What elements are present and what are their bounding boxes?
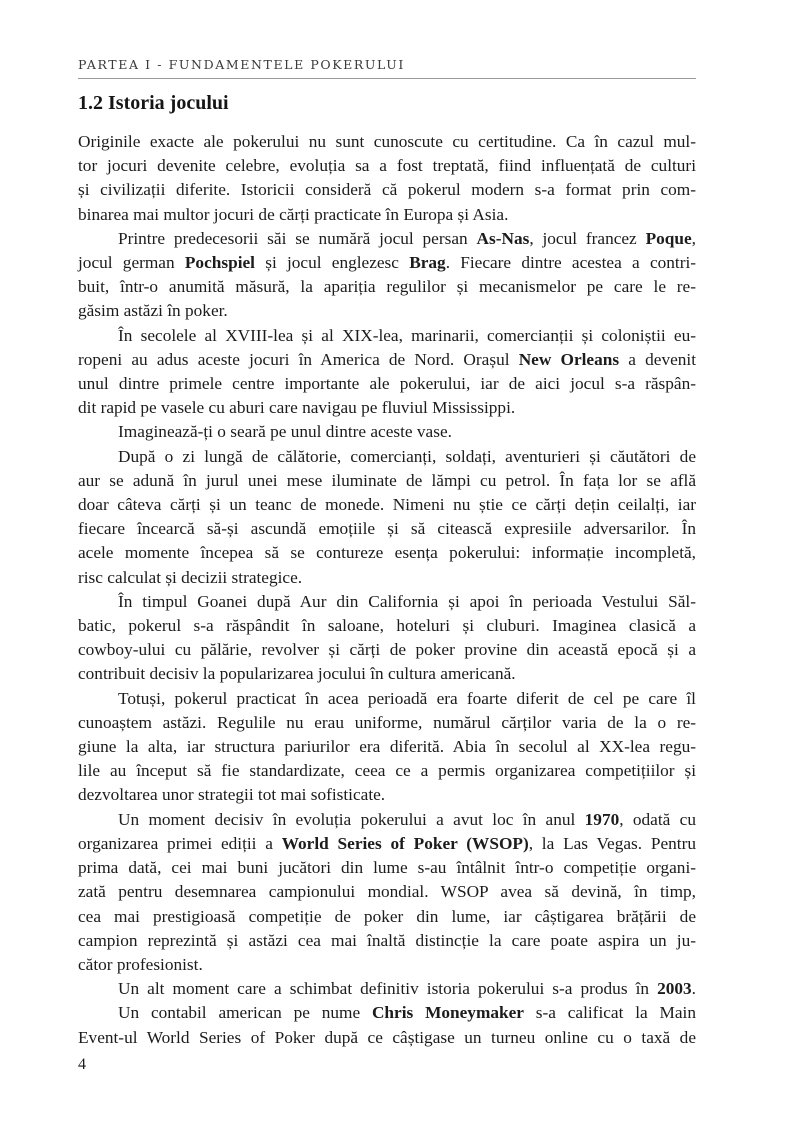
text-line: [78, 1026, 696, 1050]
text-segment: dit rapid pe vasele cu aburi care navigau pe fluviul Mississippi.: [78, 398, 516, 418]
text-segment: campion reprezintă și astăzi cea mai înaltă distincție la care poate aspira un ju-: [78, 930, 696, 950]
text-segment: ropeni au adus aceste jocuri în America de Nord. Orașul: [78, 349, 519, 369]
text-segment: Totuși, pokerul practicat în acea perioadă era foarte diferit de cel pe care îl: [118, 688, 696, 708]
bold-term: Brag: [409, 253, 446, 273]
bold-term: Chris Moneymaker: [371, 1003, 524, 1023]
text-segment: organizarea primei ediții a: [78, 833, 282, 853]
text-line: [78, 711, 696, 735]
text-line: [78, 372, 696, 396]
text-line: [78, 880, 696, 904]
text-line: [78, 566, 696, 590]
text-segment: găsim astăzi în poker.: [78, 301, 228, 321]
page-number: 4: [78, 1056, 86, 1073]
text-line: [78, 929, 696, 953]
text-line: [78, 808, 696, 832]
running-head: PARTEA I - FUNDAMENTELE POKERULUI: [78, 57, 405, 72]
text-line: [78, 759, 696, 783]
text-line: [78, 905, 696, 929]
text-line: [78, 493, 696, 517]
text-segment: Printre predecesorii săi se numără jocul persan: [118, 228, 477, 248]
text-line: [78, 299, 696, 323]
text-segment: cunoaștem astăzi. Regulile nu erau uniforme, numărul cărților varia de la o re-: [78, 712, 696, 732]
text-segment: După o zi lungă de călătorie, comercianți, soldați, aventurieri și căutători de: [118, 446, 696, 466]
text-line: [78, 541, 696, 565]
text-line: [78, 324, 696, 348]
text-segment: buit, într-o anumită măsură, la apariția regulilor și mecanismelor pe care le re-: [78, 277, 696, 297]
text-segment: risc calculat și decizii strategice.: [78, 567, 303, 587]
text-line: [78, 445, 696, 469]
text-segment: cea mai prestigioasă competiție de poker din lume, iar câștigarea brățării de: [78, 906, 696, 926]
bold-term: 1970: [584, 809, 620, 829]
text-line: [78, 178, 696, 202]
text-line: [78, 590, 696, 614]
text-segment: zată pentru desemnarea campionului mondial. WSOP avea să devină, în timp,: [78, 882, 696, 902]
text-segment: , jocul francez: [529, 228, 646, 248]
text-segment: fiecare încearcă să-și ascundă emoțiile și să citească expresiile adversarilor. În: [78, 519, 696, 539]
text-segment: contribuit decisiv la popularizarea jocului în cultura americană.: [78, 664, 516, 684]
text-segment: giune la alta, iar structura pariurilor era diferită. Abia în secolul al XX-lea regu-: [78, 737, 696, 757]
text-segment: În secolele al XVIII-lea și al XIX-lea, marinarii, comercianții și coloniștii eu-: [118, 325, 696, 345]
text-segment: unul dintre primele centre importante ale pokerului, iar de aici jocul s-a răspân-: [78, 374, 696, 394]
text-segment: Imaginează-ți o seară pe unul dintre aceste vase.: [118, 422, 452, 442]
text-segment: cowboy-ului cu pălărie, revolver și cărți de poker provine din această epocă și a: [78, 640, 696, 660]
text-line: [78, 614, 696, 638]
text-line: [78, 953, 696, 977]
text-line: [78, 275, 696, 299]
text-segment: .: [691, 979, 696, 999]
text-line: [78, 130, 696, 154]
text-line: [78, 977, 696, 1001]
text-segment: În timpul Goanei după Aur din California și apoi în perioada Vestului Săl-: [118, 591, 696, 611]
bold-term: World Series of Poker (WSOP): [281, 833, 529, 853]
text-line: [78, 251, 696, 275]
text-segment: , la Las Vegas. Pentru: [528, 833, 696, 853]
text-line: [78, 154, 696, 178]
bold-term: Poque: [645, 228, 692, 248]
text-segment: Originile exacte ale pokerului nu sunt cunoscute cu certitudine. Ca în cazul mul-: [78, 132, 696, 151]
text-segment: prima dată, cei mai buni jucători din lume s-au întâlnit într-o competiție organi-: [78, 858, 696, 878]
text-line: [78, 517, 696, 541]
text-line: [78, 856, 696, 880]
text-line: [78, 348, 696, 372]
text-segment: ,: [691, 228, 696, 248]
text-segment: Un alt moment care a schimbat definitiv istoria pokerului s-a produs în: [118, 979, 658, 999]
text-segment: . Fiecare dintre acestea a contri-: [445, 253, 697, 273]
header-rule: [78, 78, 696, 79]
text-line: [78, 832, 696, 856]
bold-term: As-Nas: [476, 228, 530, 248]
text-line: [78, 735, 696, 759]
text-line: [78, 396, 696, 420]
text-line: [78, 783, 696, 807]
text-segment: jocul german: [78, 253, 185, 273]
text-segment: acele momente începea să se contureze esența pokerului: informație incompletă,: [78, 543, 696, 563]
text-line: [78, 469, 696, 493]
text-segment: dezvoltarea unor strategii tot mai sofisticate.: [78, 785, 386, 805]
text-line: [78, 687, 696, 711]
text-line: [78, 203, 696, 227]
body-text: [78, 130, 696, 1050]
text-segment: Un moment decisiv în evoluția pokerului a avut loc în anul: [118, 809, 585, 829]
text-segment: doar câteva cărți și un teanc de monede. Nimeni nu știe ce cărți dețin ceilalți, iar: [78, 495, 696, 515]
text-line: [78, 638, 696, 662]
text-line: [78, 1001, 696, 1025]
text-segment: binarea mai multor jocuri de cărți practicate în Europa și Asia.: [78, 204, 509, 224]
text-line: [78, 420, 696, 444]
text-segment: a devenit: [619, 349, 696, 369]
section-title: 1.2 Istoria jocului: [78, 92, 229, 114]
bold-term: New Orleans: [518, 349, 620, 369]
text-segment: lile au început să fie standardizate, ceea ce a permis organizarea competițiilor și: [78, 761, 696, 781]
text-segment: s-a calificat la Main: [523, 1003, 696, 1023]
text-segment: și jocul englezesc: [254, 253, 410, 273]
text-line: [78, 227, 696, 251]
text-segment: batic, pokerul s-a răspândit în saloane, hoteluri și cluburi. Imaginea clasică a: [78, 616, 696, 636]
text-segment: aur se adună în jurul unei mese iluminate de lămpi cu petrol. În fața lor se află: [78, 470, 696, 490]
text-segment: și civilizații diferite. Istoricii consideră că pokerul modern s-a format prin com-: [78, 180, 696, 200]
bold-term: Pochspiel: [184, 253, 255, 273]
text-segment: Event-ul World Series of Poker după ce câștigase un turneu online cu o taxă de: [78, 1027, 696, 1047]
text-segment: tor jocuri devenite celebre, evoluția sa a fost treptată, fiind influențată de culturi: [78, 156, 696, 176]
text-segment: cător profesionist.: [78, 954, 203, 974]
bold-term: 2003: [657, 979, 692, 999]
text-segment: , odată cu: [619, 809, 696, 829]
text-line: [78, 662, 696, 686]
text-segment: Un contabil american pe nume: [118, 1003, 372, 1023]
